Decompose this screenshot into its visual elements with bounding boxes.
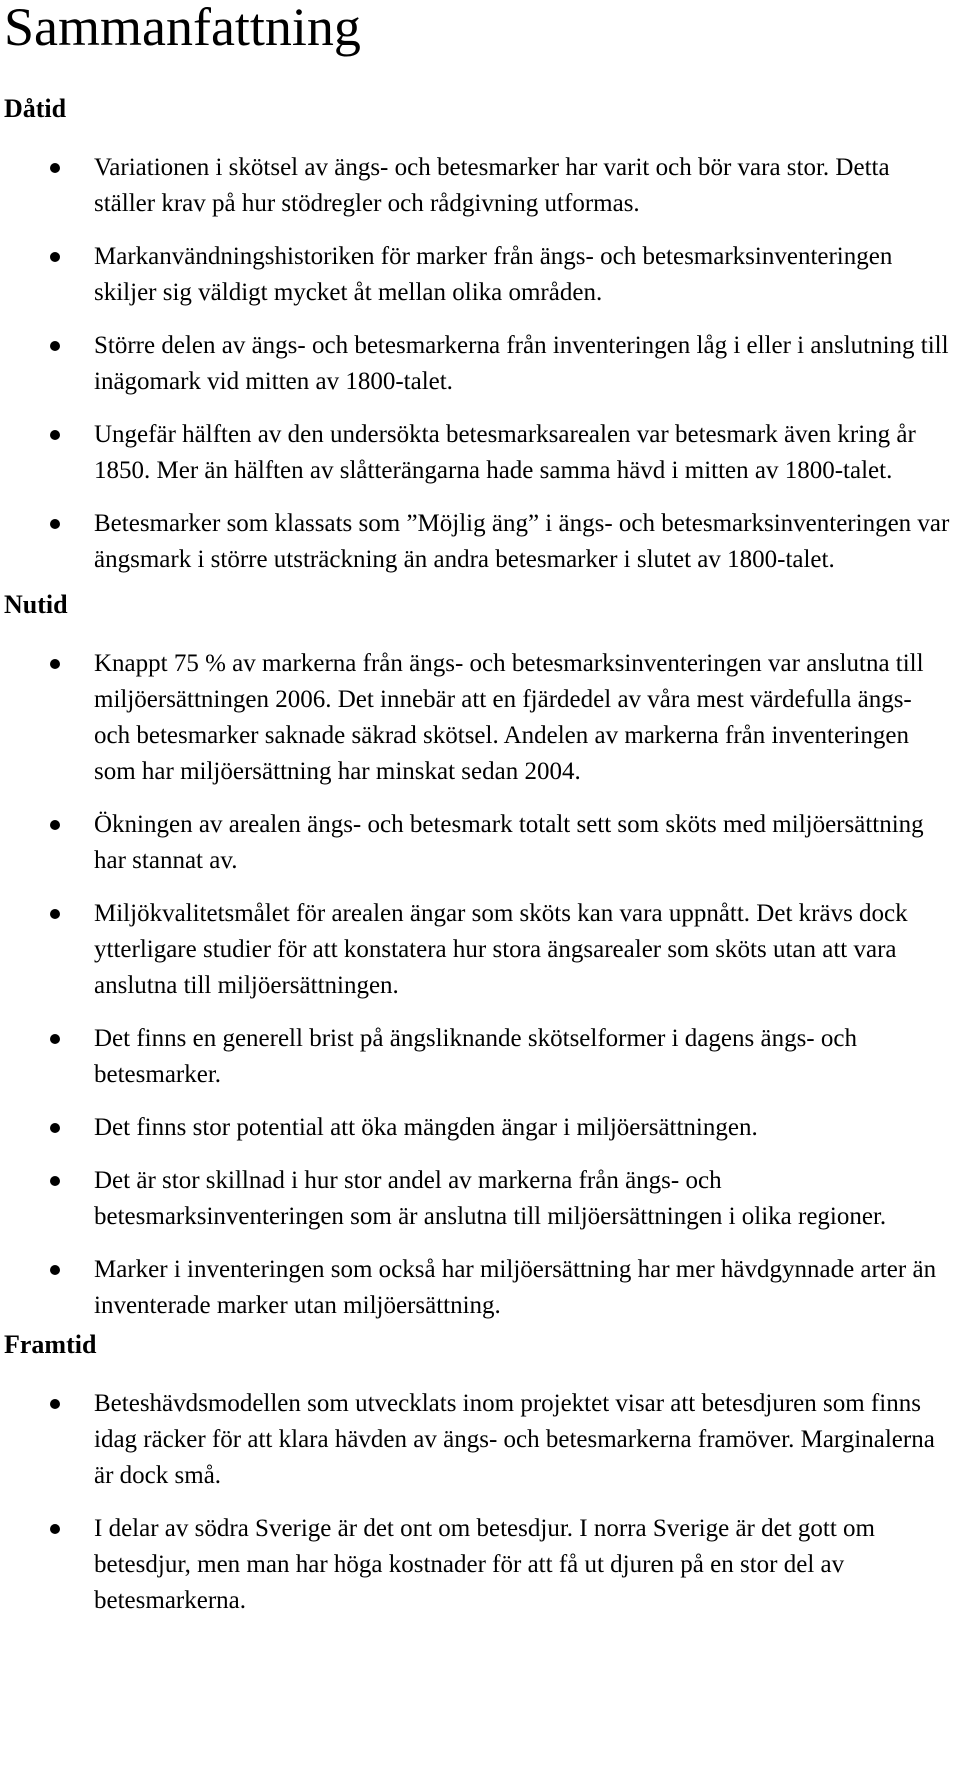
list-item-text: Betesmarker som klassats som ”Möjlig äng” i ängs- och betesmarksinventeringen var ängsmark i större utsträckning än andra betesmarker i slutet av 1800-talet. [94,510,950,573]
list-item-text: I delar av södra Sverige är det ont om betesdjur. I norra Sverige är det gott om betesdjur, men man har höga kostnader för att få ut djuren på en stor del av betesmarkerna. [94,1515,876,1614]
bullet-list-datid [4,150,954,578]
list-item [4,896,954,1004]
list-item [4,506,954,578]
list-item [4,328,954,400]
bullet-icon [50,163,60,173]
bullet-icon [50,519,60,529]
list-item-text: Variationen i skötsel av ängs- och betesmarker har varit och bör vara stor. Detta ställer krav på hur stödregler och rådgivning utformas. [94,154,890,217]
list-item [4,1386,954,1494]
list-item [4,150,954,222]
bullet-list-framtid [4,1386,954,1619]
list-item [4,239,954,311]
list-item [4,1110,954,1146]
list-item-text: Det är stor skillnad i hur stor andel av markerna från ängs- och betesmarksinventeringen som är anslutna till miljöersättningen i olika regioner. [94,1167,887,1230]
bullet-icon [50,820,60,830]
list-item-text: Ökningen av arealen ängs- och betesmark totalt sett som sköts med miljöersättning har stannat av. [94,811,924,874]
list-item [4,417,954,489]
bullet-icon [50,1265,60,1275]
list-item-text: Miljökvalitetsmålet för arealen ängar som sköts kan vara uppnått. Det krävs dock ytterligare studier för att konstatera hur stora ängsarealer som sköts utan att vara anslutna till miljöersättningen. [94,900,908,999]
bullet-icon [50,341,60,351]
list-item-text: Beteshävdsmodellen som utvecklats inom projektet visar att betesdjuren som finns idag räcker för att klara hävden av ängs- och betesmarkerna framöver. Marginalerna är dock små. [94,1390,935,1489]
list-item-text: Ungefär hälften av den undersökta betesmarksarealen var betesmark även kring år 1850. Mer än hälften av slåtterängarna hade samma hävd i mitten av 1800-talet. [94,421,916,484]
bullet-icon [50,1176,60,1186]
list-item [4,646,954,790]
page-title: Sammanfattning [4,0,361,57]
section-heading-datid: Dåtid [4,94,67,123]
bullet-icon [50,1524,60,1534]
list-item-text: Det finns stor potential att öka mängden ängar i miljöersättningen. [94,1114,758,1141]
section-heading-nutid: Nutid [4,590,68,619]
list-item-text: Knappt 75 % av markerna från ängs- och betesmarksinventeringen var anslutna till miljöersättningen 2006. Det innebär att en fjärdedel av våra mest värdefulla ängs- och betesmarker saknade säkrad skötsel. Andelen av markerna från inventeringen som har miljöersättning har minskat sedan 2004. [94,650,924,785]
bullet-icon [50,1123,60,1133]
list-item-text: Större delen av ängs- och betesmarkerna från inventeringen låg i eller i anslutning till inägomark vid mitten av 1800-talet. [94,332,949,395]
bullet-icon [50,659,60,669]
list-item [4,1252,954,1324]
bullet-list-nutid [4,646,954,1324]
list-item [4,807,954,879]
list-item [4,1511,954,1619]
section-heading-framtid: Framtid [4,1330,97,1359]
bullet-icon [50,1034,60,1044]
list-item [4,1163,954,1235]
bullet-icon [50,430,60,440]
bullet-icon [50,1399,60,1409]
bullet-icon [50,252,60,262]
list-item [4,1021,954,1093]
list-item-text: Det finns en generell brist på ängsliknande skötselformer i dagens ängs- och betesmarker. [94,1025,857,1088]
list-item-text: Marker i inventeringen som också har miljöersättning har mer hävdgynnade arter än inventerade marker utan miljöersättning. [94,1256,937,1319]
bullet-icon [50,909,60,919]
list-item-text: Markanvändningshistoriken för marker från ängs- och betesmarksinventeringen skiljer sig väldigt mycket åt mellan olika områden. [94,243,893,306]
document-page [4,0,954,1619]
